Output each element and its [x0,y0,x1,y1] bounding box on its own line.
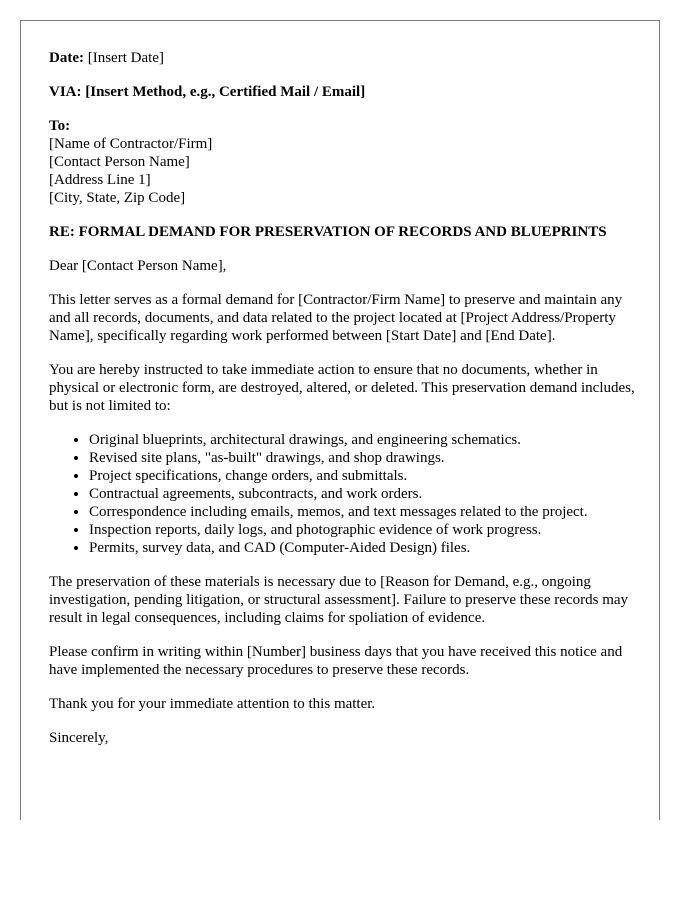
address-line: [City, State, Zip Code] [49,190,186,206]
body-paragraph: Thank you for your immediate attention to this matter. [49,696,376,712]
letter-page [20,20,660,820]
list-item: • Contractual agreements, subcontracts, and work orders. [89,485,639,503]
salutation: Dear [Contact Person Name], [49,258,227,274]
address-line: [Name of Contractor/Firm] [49,136,213,152]
list-item: • Revised site plans, "as-built" drawings, and shop drawings. [89,449,639,467]
address-line: [Address Line 1] [49,172,151,188]
body-paragraph: The preservation of these materials is necessary due to [Reason for Demand, e.g., ongoing investigation, pending litigation, or structural assessment]. Failure to preserve these records may result in legal consequences, including claims for spoliation of evidence. [49,574,629,626]
date-line [49,49,639,67]
list-item: • Correspondence including emails, memos, and text messages related to the project. [89,503,639,521]
list-item: • Inspection reports, daily logs, and photographic evidence of work progress. [89,521,639,539]
list-item: • Original blueprints, architectural drawings, and engineering schematics. [89,431,639,449]
body-paragraph: Please confirm in writing within [Number] business days that you have received this notice and have implemented the necessary procedures to preserve these records. [49,644,623,678]
recipient-block [49,117,639,207]
via-line: VIA: [Insert Method, e.g., Certified Mail / Email] [49,84,366,100]
records-list [49,431,639,557]
body-paragraph: You are hereby instructed to take immediate action to ensure that no documents, whether in physical or electronic form, are destroyed, altered, or deleted. This preservation demand includes, but is not limited to: [49,362,635,414]
address-line: [Contact Person Name] [49,154,190,170]
date-label: Date: [49,50,84,66]
date-value: [Insert Date] [87,50,164,66]
list-item: • Permits, survey data, and CAD (Computer-Aided Design) files. [89,539,639,557]
closing: Sincerely, [49,730,109,746]
letter-content [49,49,639,763]
subject-line: RE: FORMAL DEMAND FOR PRESERVATION OF RECORDS AND BLUEPRINTS [49,224,607,240]
body-paragraph: This letter serves as a formal demand for [Contractor/Firm Name] to preserve and maintain any and all records, documents, and data related to the project located at [Project Address/Property Name], specifically regarding work performed between [Start Date] and [End Date]. [49,292,623,344]
to-label: To: [49,118,71,134]
list-item: • Project specifications, change orders, and submittals. [89,467,639,485]
